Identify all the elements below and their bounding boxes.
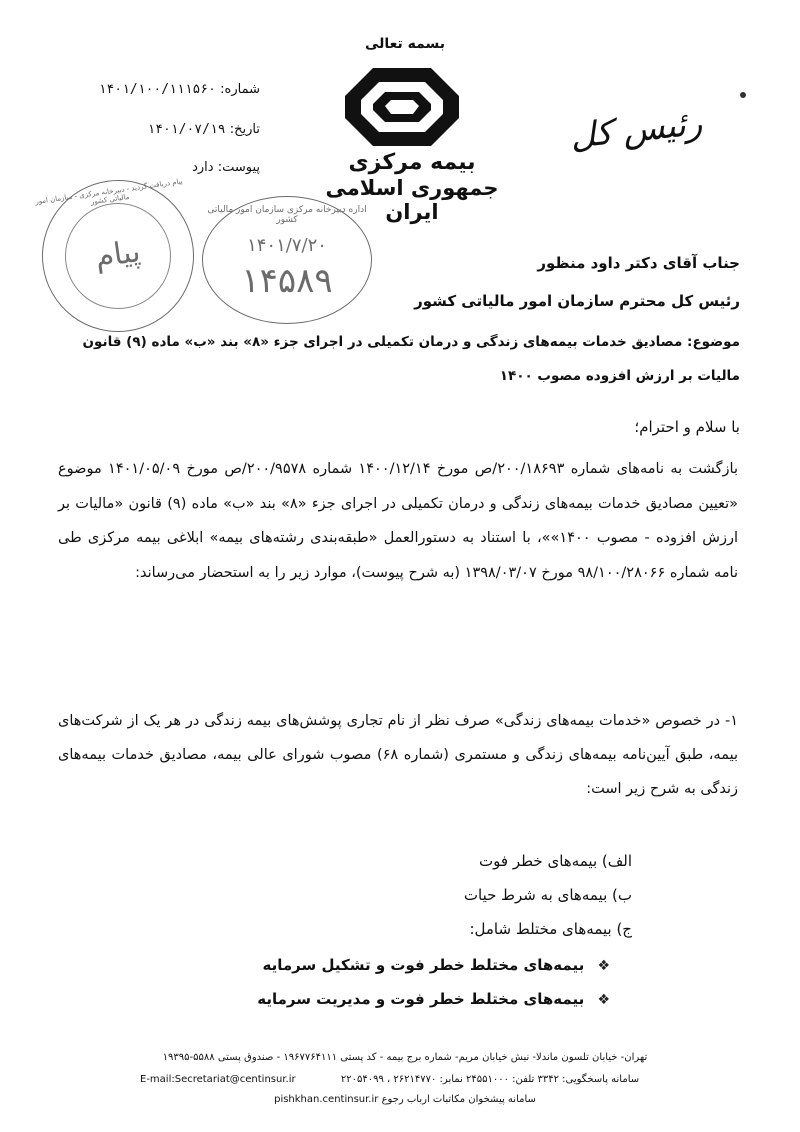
letter-number-label: شماره: xyxy=(220,82,260,97)
list-item: الف) بیمه‌های خطر فوت xyxy=(479,852,632,870)
received-stamp-ring-text: پیام دریافت گردید - دبیرخانه مرکزی - سازمان امور مالیاتی کشور xyxy=(34,177,184,207)
diamond-bullet-icon: ❖ xyxy=(597,992,610,1008)
list-item: ج) بیمه‌های مختلط شامل: xyxy=(469,920,632,938)
registry-stamp-number: ۱۴۵۸۹ xyxy=(241,261,333,301)
subject-line-2: مالیات بر ارزش افزوده مصوب ۱۴۰۰ xyxy=(499,368,740,384)
footer-email[interactable]: E-mail:Secretariat@centinsur.ir xyxy=(140,1074,296,1085)
sub-list-item xyxy=(210,956,610,974)
punch-mark xyxy=(740,92,746,98)
letter-number xyxy=(99,82,260,97)
letter-date xyxy=(147,122,260,137)
sub-list-item xyxy=(210,990,610,1008)
subject-line-1: موضوع: مصادیق خدمات بیمه‌های زندگی و درمان تکمیلی در اجرای جزء «۸» بند «ب» ماده (۹) قانون xyxy=(82,334,740,350)
body-paragraph-1: بازگشت به نامه‌های شماره ۲۰۰/۱۸۶۹۳/ص مورخ ۱۴۰۰/۱۲/۱۴ شماره ۲۰۰/۹۵۷۸/ص مورخ ۱۴۰۱/۰۵/۰۹ موضوع «تعیین مصادیق خدمات بیمه‌های زندگی و درمان تکمیلی در اجرای جزء «۸» بند «ب» ماده (۹) قانون «مالیات بر ارزش افزوده - مصوب ۱۴۰۰»»، با استناد به دستورالعمل «طبقه‌بندی رشته‌های بیمه» ابلاغی بیمه مرکزی طی نامه شماره ۹۸/۱۰۰/۲۸۰۶۶ مورخ ۱۳۹۸/۰۳/۰۷ (به شرح پیوست)، موارد زیر را به استحضار می‌رساند: xyxy=(58,461,739,581)
brand-name-line1: بیمه مرکزی xyxy=(348,150,476,175)
recipient-name: جناب آقای دکتر داود منظور xyxy=(537,254,740,272)
footer-address: تهران- خیابان تلسون ماندلا- نبش خیابان مریم- شماره برج بیمه - کد پستی ۱۹۶۷۷۶۴۱۱۱ - صندوق پستی ۵۵۸۸-۱۹۳۹۵ xyxy=(162,1052,648,1063)
central-insurance-logo xyxy=(343,66,461,148)
letter-attachment xyxy=(192,160,260,175)
sub-list-item-text: بیمه‌های مختلط خطر فوت و تشکیل سرمایه xyxy=(262,956,585,974)
letter-date-label: تاریخ: xyxy=(229,122,260,137)
sub-list-item-text: بیمه‌های مختلط خطر فوت و مدیریت سرمایه xyxy=(257,990,585,1008)
footer-portal[interactable]: سامانه پیشخوان مکاتبات ارباب رجوع pishkhan.centinsur.ir xyxy=(274,1094,536,1105)
registry-stamp-ring-text: اداره دبیرخانه مرکزی سازمان امور مالیاتی کشور xyxy=(207,205,367,225)
body-paragraph-2: ۱- در خصوص «خدمات بیمه‌های زندگی» صرف نظر از نام تجاری پوشش‌های بیمه زندگی در هر یک از شرکت‌های بیمه، طبق آیین‌نامه بیمه‌های زندگی و مستمری (شماره ۶۸) مصوب شورای عالی بیمه، مصادیق خدمات بیمه‌های زندگی به شرح زیر است: xyxy=(58,713,738,797)
list-item: ب) بیمه‌های به شرط حیات xyxy=(463,886,632,904)
footer-phones: سامانه پاسخگویی: ۳۳۴۲ تلفن: ۲۴۵۵۱۰۰۰ نمابر: ۲۶۲۱۴۷۷۰ ، ۲۲۰۵۴۰۹۹ xyxy=(340,1074,640,1085)
brand-name-line2: جمهوری اسلامی ایران xyxy=(325,176,499,224)
letter-number-value: ۱۴۰۱/۱۰۰/۱۱۱۵۶۰ xyxy=(98,82,217,97)
attachment-label: پیوست: xyxy=(217,160,260,175)
greeting: با سلام و احترام؛ xyxy=(634,418,740,436)
diamond-bullet-icon: ❖ xyxy=(597,958,610,974)
letter-date-value: ۱۴۰۱/۰۷/۱۹ xyxy=(147,122,226,137)
bismillah-heading: بسمه تعالی xyxy=(364,36,446,52)
recipient-title: رئیس کل محترم سازمان امور مالیاتی کشور xyxy=(414,292,740,310)
received-stamp-word: پیام xyxy=(93,234,143,275)
attachment-value: دارد xyxy=(192,160,214,175)
registry-stamp-date: ۱۴۰۱/۷/۲۰ xyxy=(247,235,327,256)
handwritten-note: رئیس کل xyxy=(568,103,704,157)
